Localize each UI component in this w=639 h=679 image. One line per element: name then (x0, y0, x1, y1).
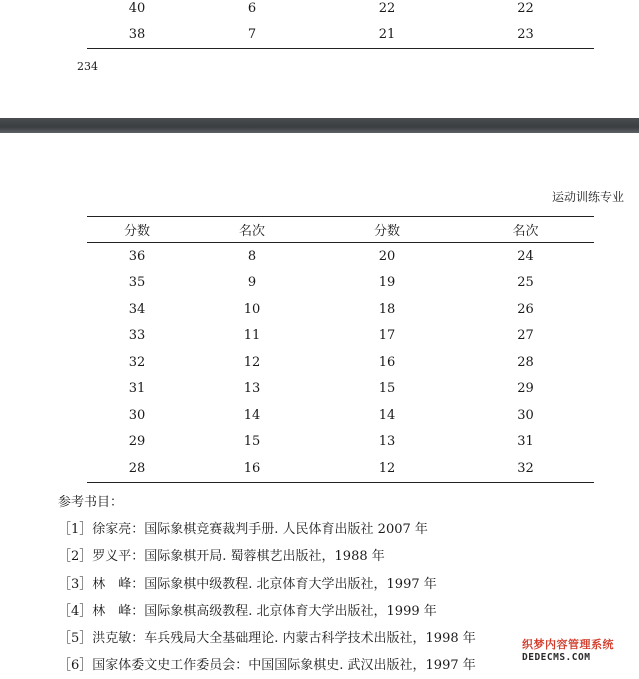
table-cell: 26 (517, 301, 534, 317)
table-cell: 23 (517, 27, 534, 43)
table-row (87, 0, 594, 22)
table-cell: 16 (378, 354, 396, 370)
page-separator (0, 118, 639, 133)
watermark-title: 织梦内容管理系统 (522, 638, 614, 651)
table-cell: 30 (128, 407, 146, 423)
table-cell: 33 (128, 328, 146, 344)
running-header: 运动训练专业 (551, 190, 624, 204)
table-row (87, 243, 594, 270)
table-cell: 31 (517, 434, 534, 450)
table-cell: 34 (128, 301, 146, 317)
table-cell: 12 (243, 354, 261, 370)
watermark-url: DEDECMS.COM (522, 652, 591, 663)
column-header-rank: 名次 (187, 217, 317, 243)
table-cell: 11 (243, 328, 261, 344)
table-cell: 9 (247, 275, 257, 291)
table-cell: 28 (128, 460, 146, 476)
table-cell: 25 (517, 275, 534, 291)
table-cell: 36 (128, 248, 146, 264)
reference-item: ［1］徐家亮：国际象棋竞赛裁判手册. 人民体育出版社 2007 年 (58, 522, 428, 538)
score-rank-table (87, 216, 594, 483)
table-cell: 12 (378, 460, 396, 476)
table-cell: 13 (378, 434, 396, 450)
table-row (87, 376, 594, 403)
table-cell: 35 (128, 275, 146, 291)
table-row (87, 323, 594, 350)
table-cell: 8 (247, 248, 257, 264)
table-cell: 19 (378, 275, 396, 291)
reference-item: ［6］国家体委文史工作委员会：中国国际象棋史. 武汉出版社，1997 年 (58, 658, 476, 674)
column-header-rank: 名次 (457, 217, 594, 243)
table-row (87, 455, 594, 482)
table-cell: 20 (378, 248, 396, 264)
table-row (87, 402, 594, 429)
table-cell: 6 (247, 0, 257, 16)
table-cell: 27 (517, 328, 534, 344)
score-rank-table-continued (87, 0, 594, 49)
table-cell: 32 (517, 460, 534, 476)
watermark (522, 638, 632, 666)
reference-item: ［3］林 峰：国际象棋中级教程. 北京体育大学出版社，1997 年 (58, 576, 437, 592)
table-cell: 38 (128, 27, 146, 43)
table-row (87, 270, 594, 297)
table-cell: 29 (517, 381, 534, 397)
table-cell: 24 (517, 248, 534, 264)
table-row (87, 349, 594, 376)
reference-item: ［2］罗义平：国际象棋开局. 蜀蓉棋艺出版社，1988 年 (58, 549, 385, 565)
table-cell: 16 (243, 460, 261, 476)
column-header-score: 分数 (317, 217, 457, 243)
table-cell: 15 (378, 381, 396, 397)
table-cell: 22 (378, 0, 396, 16)
reference-item: ［4］林 峰：国际象棋高级教程. 北京体育大学出版社，1999 年 (58, 603, 437, 619)
references-title: 参考书目： (58, 495, 124, 510)
references-section (58, 489, 476, 679)
table-cell: 22 (517, 0, 534, 16)
table-row (87, 429, 594, 456)
table-cell: 15 (243, 434, 261, 450)
table-cell: 10 (243, 301, 261, 317)
column-header-score: 分数 (87, 217, 187, 243)
table-cell: 21 (378, 27, 396, 43)
table-cell: 14 (378, 407, 396, 423)
table-cell: 30 (517, 407, 534, 423)
table-row (87, 296, 594, 323)
table-cell: 29 (128, 434, 146, 450)
current-page (0, 133, 639, 674)
table-header-row (87, 217, 594, 243)
table-cell: 13 (243, 381, 261, 397)
table-cell: 40 (128, 0, 146, 16)
table-cell: 17 (378, 328, 396, 344)
table-cell: 18 (378, 301, 396, 317)
table-cell: 14 (243, 407, 261, 423)
previous-page (0, 0, 639, 118)
page-number: 234 (77, 60, 98, 73)
table-cell: 32 (128, 354, 146, 370)
reference-item: ［5］洪克敏：车兵残局大全基础理论. 内蒙古科学技术出版社，1998 年 (58, 631, 476, 647)
table-cell: 28 (517, 354, 534, 370)
table-cell: 7 (247, 27, 257, 43)
table-row (87, 22, 594, 49)
table-cell: 31 (128, 381, 146, 397)
